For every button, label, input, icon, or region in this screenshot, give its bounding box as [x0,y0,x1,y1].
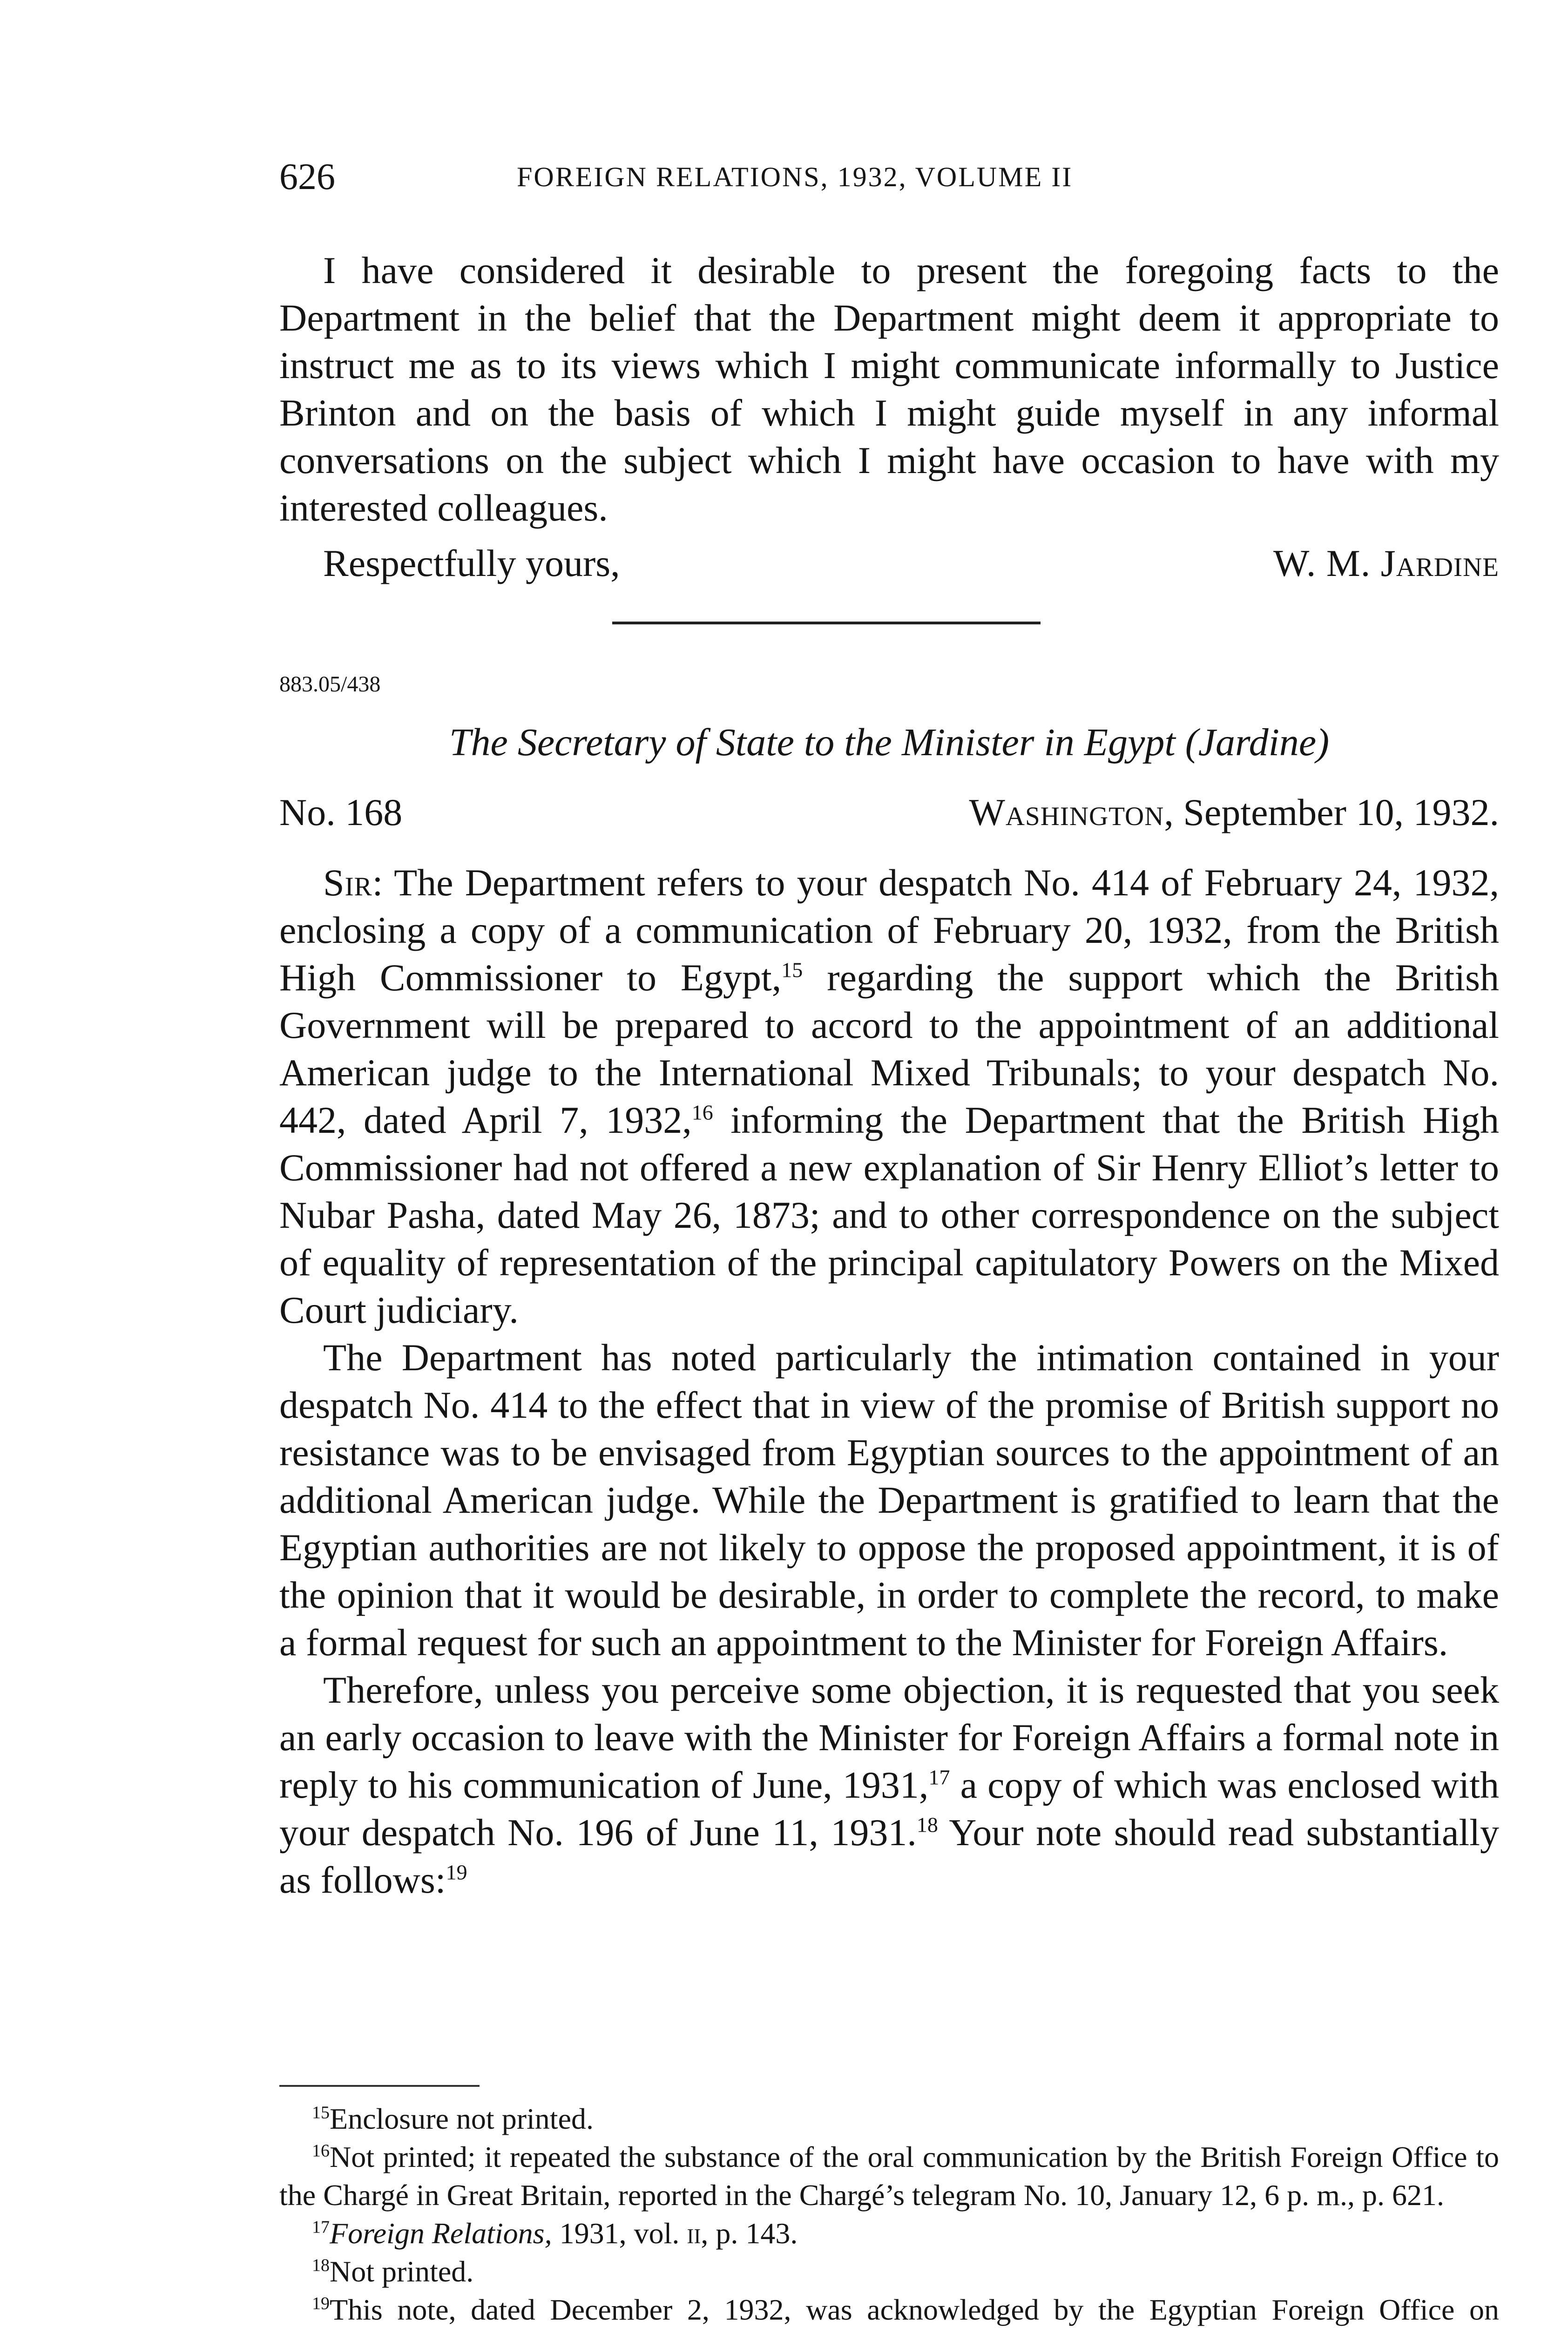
footnotes [279,2100,1499,2328]
intro-paragraph: I have considered it desirable to present the foregoing facts to the Department in the belief that the Department might deem it appropriate to instruct me as to its views which I might communicate informally to Justice Brinton and on the basis of which I might guide myself in any informal conversations on the subject which I might have occasion to have with my interested colleagues. [279,249,1499,529]
footnote-rule [279,2085,480,2087]
signoff [279,538,1499,589]
closing-phrase: Respectfully yours, [323,542,620,584]
footnote-text: Not printed; it repeated the substance of the oral communication by the British Foreign Office to the Chargé in Great Britain, reported in the Chargé’s telegram No. 10, January 12, 6 p. m., p. 621. [279,2140,1499,2212]
footnote-mark: 17 [312,2217,330,2237]
footnote-text: Enclosure not printed. [330,2102,594,2135]
footnote-ref-15[interactable]: 15 [781,958,803,982]
running-title: FOREIGN RELATIONS, 1932, VOLUME II [517,162,1073,192]
body-paragraph-1 [279,859,1499,1334]
footnote-ref-18[interactable]: 18 [916,1813,938,1837]
dispatch-date-text: , September 10, 1932. [1164,791,1499,833]
footnote-17 [279,2214,1499,2253]
salutation: Sir [323,861,372,904]
p1-part-a: : The Department refers to your despatch No. 414 of February 24, 1932, enclosing a copy of a communication of February 20, 1932, from the British High Commissioner to Egypt, [279,861,1499,999]
p1-part-b: regarding the support which the British Government will be prepared to accord to the appointment of an additional American judge to the International Mixed Tribunals; to your despatch No. 442, dated April 7, 1932, [279,956,1499,1141]
footnote-15 [279,2100,1499,2138]
dispatch-place: Washington [969,791,1164,833]
dateline [279,787,1499,838]
footnote-19 [279,2291,1499,2328]
section-divider [612,622,1041,624]
dispatch-number: No. 168 [279,791,403,833]
dispatch-date [969,787,1499,838]
footnote-text: Not printed. [330,2255,474,2288]
running-header [279,154,1499,200]
footnote-volume: ii [687,2217,701,2250]
p3-part-a: Therefore, unless you perceive some objection, it is requested that you seek an early occasion to leave with the Minister for Foreign Affairs a formal note in reply to his communication of June, 1931, [279,1669,1499,1806]
p1-part-c: informing the Department that the British High Commissioner had not offered a new explanation of Sir Henry Elliot’s letter to Nubar Pasha, dated May 26, 1873; and to other correspondence on the subject of equality of representation of the principal capitulatory Powers on the Mixed Court judiciary. [279,1099,1499,1331]
footnote-mark: 19 [312,2294,330,2314]
footnote-ref-19[interactable]: 19 [446,1860,467,1884]
footnote-text: 1931, vol. [552,2217,687,2250]
p3-part-b: a copy of which was enclosed with your despatch No. 196 of June 11, 1931. [279,1764,1500,1854]
footnote-16 [279,2138,1499,2214]
page-number: 626 [279,156,335,197]
p3-part-c: Your note should read substantially as follows: [279,1811,1499,1901]
body-paragraph-3 [279,1666,1499,1904]
footnote-ref-16[interactable]: 16 [691,1100,713,1124]
body-paragraph-2: The Department has noted particularly the intimation contained in your despatch No. 414 to the effect that in view of the promise of British support no resistance was to be envisaged from Egyptian sources to the appointment of an additional American judge. While the Department is gratified to learn that the Egyptian authorities are not likely to oppose the proposed appointment, it is of the opinion that it would be desirable, in order to complete the record, to make a formal request for such an appointment to the Minister for Foreign Affairs. [279,1336,1499,1664]
file-number: 883.05/438 [279,672,381,697]
footnote-text: This note, dated December 2, 1932, was acknowledged by the Egyptian Foreign Office on [330,2293,1499,2326]
footnote-18 [279,2253,1499,2291]
signature: W. M. Jardine [1273,542,1499,584]
footnote-text-end: , p. 143. [701,2217,798,2250]
footnote-mark: 18 [312,2255,330,2275]
footnote-mark: 16 [312,2141,330,2161]
footnote-mark: 15 [312,2103,330,2123]
letter-body [279,859,1499,1904]
footnote-citation-title: Foreign Relations, [330,2217,552,2250]
document-heading: The Secretary of State to the Minister in Egypt (Jardine) [449,721,1330,764]
footnote-ref-17[interactable]: 17 [928,1765,950,1789]
intro-section [279,247,1499,532]
